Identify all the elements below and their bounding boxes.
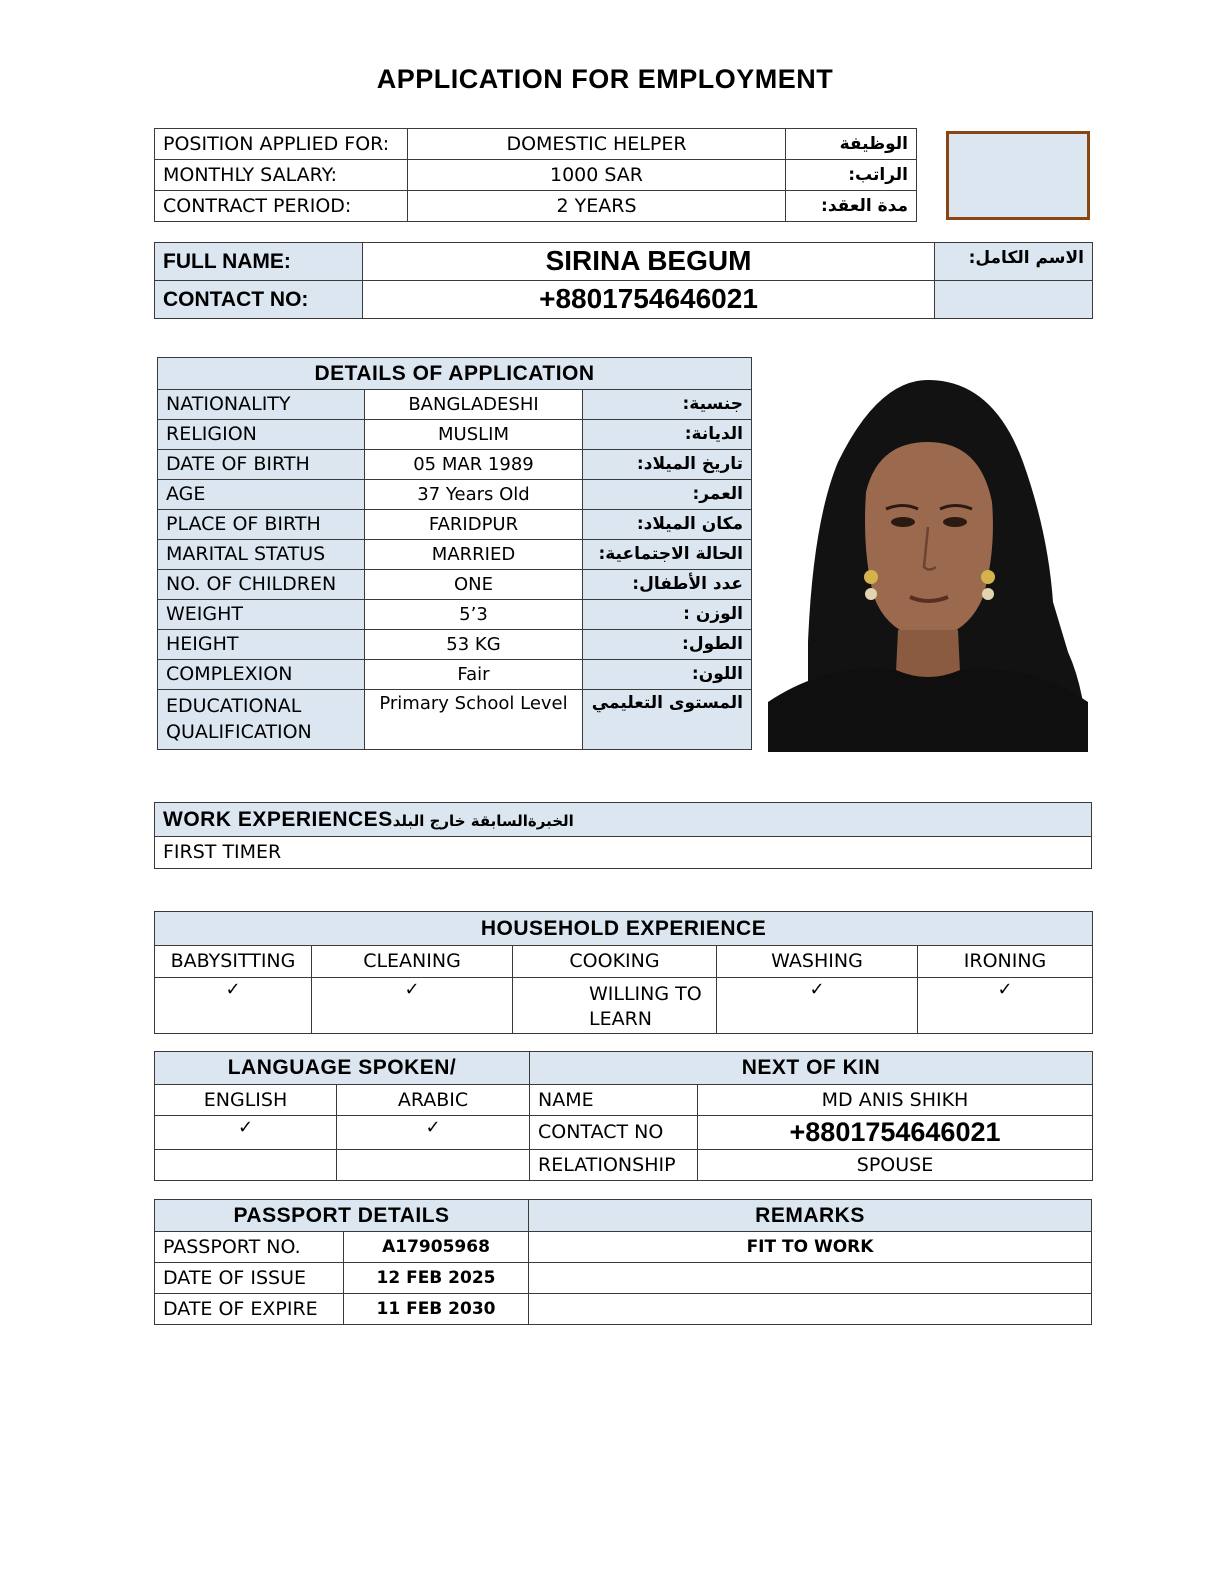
education-label-line1: EDUCATIONAL bbox=[166, 695, 302, 717]
nationality-arabic: جنسية: bbox=[583, 390, 752, 420]
nationality-value: BANGLADESHI bbox=[365, 390, 583, 420]
work-header-arabic: الخبرةالسابقة خارج البلد bbox=[392, 811, 574, 830]
issue-date-value: 12 FEB 2025 bbox=[344, 1263, 529, 1294]
contract-label: CONTRACT PERIOD: bbox=[155, 191, 408, 222]
education-label bbox=[158, 690, 365, 750]
position-value: DOMESTIC HELPER bbox=[408, 129, 786, 160]
position-label: POSITION APPLIED FOR: bbox=[155, 129, 408, 160]
complexion-arabic: اللون: bbox=[583, 660, 752, 690]
education-label-line2: QUALIFICATION bbox=[166, 720, 312, 743]
religion-value: MUSLIM bbox=[365, 420, 583, 450]
salary-arabic: الراتب: bbox=[786, 160, 917, 191]
marital-label: MARITAL STATUS bbox=[158, 540, 365, 570]
ironing-check: ✓ bbox=[918, 978, 1093, 1034]
religion-arabic: الديانة: bbox=[583, 420, 752, 450]
applicant-photo bbox=[768, 372, 1088, 752]
kin-name-label: NAME bbox=[530, 1085, 698, 1116]
education-value: Primary School Level bbox=[365, 690, 583, 750]
washing-check: ✓ bbox=[717, 978, 918, 1034]
household-col-babysitting: BABYSITTING bbox=[155, 946, 312, 978]
full-name-label: FULL NAME: bbox=[155, 243, 363, 281]
photo-placeholder-box bbox=[946, 131, 1090, 220]
kin-relationship-label: RELATIONSHIP bbox=[530, 1150, 698, 1181]
applicant-photo-illustration bbox=[768, 372, 1088, 752]
work-header: WORK EXPERIENCES bbox=[163, 807, 393, 831]
remarks-header: REMARKS bbox=[529, 1200, 1092, 1232]
work-header-cell bbox=[155, 803, 1092, 837]
religion-label: RELIGION bbox=[158, 420, 365, 450]
kin-header: NEXT OF KIN bbox=[530, 1052, 1093, 1085]
household-col-washing: WASHING bbox=[717, 946, 918, 978]
page-title: APPLICATION FOR EMPLOYMENT bbox=[376, 64, 834, 94]
cleaning-check: ✓ bbox=[312, 978, 513, 1034]
complexion-label: COMPLEXION bbox=[158, 660, 365, 690]
age-arabic: العمر: bbox=[583, 480, 752, 510]
passport-remarks-table bbox=[154, 1199, 1092, 1325]
age-label: AGE bbox=[158, 480, 365, 510]
dob-value: 05 MAR 1989 bbox=[365, 450, 583, 480]
education-arabic: المستوى التعليمي bbox=[583, 690, 752, 750]
remarks-empty-1 bbox=[529, 1263, 1092, 1294]
passport-header: PASSPORT DETAILS bbox=[155, 1200, 529, 1232]
household-col-ironing: IRONING bbox=[918, 946, 1093, 978]
kin-relationship-value: SPOUSE bbox=[698, 1150, 1093, 1181]
remarks-value: FIT TO WORK bbox=[529, 1232, 1092, 1263]
language-empty-1 bbox=[155, 1150, 337, 1181]
salary-value: 1000 SAR bbox=[408, 160, 786, 191]
language-kin-table bbox=[154, 1051, 1093, 1181]
children-arabic: عدد الأطفال: bbox=[583, 570, 752, 600]
identity-table bbox=[154, 242, 1093, 319]
language-col-arabic: ARABIC bbox=[337, 1085, 530, 1116]
height-arabic: الطول: bbox=[583, 630, 752, 660]
english-check: ✓ bbox=[155, 1116, 337, 1150]
household-header: HOUSEHOLD EXPERIENCE bbox=[155, 912, 1093, 946]
expire-date-label: DATE OF EXPIRE bbox=[155, 1294, 344, 1325]
children-value: ONE bbox=[365, 570, 583, 600]
pob-label: PLACE OF BIRTH bbox=[158, 510, 365, 540]
language-empty-2 bbox=[337, 1150, 530, 1181]
details-header: DETAILS OF APPLICATION bbox=[158, 358, 752, 390]
dob-arabic: تاريخ الميلاد: bbox=[583, 450, 752, 480]
age-value: 37 Years Old bbox=[365, 480, 583, 510]
contact-arabic-empty bbox=[935, 281, 1093, 319]
pob-arabic: مكان الميلاد: bbox=[583, 510, 752, 540]
details-table bbox=[157, 357, 752, 750]
full-name-value: SIRINA BEGUM bbox=[363, 243, 935, 281]
height-value: 53 KG bbox=[365, 630, 583, 660]
remarks-empty-2 bbox=[529, 1294, 1092, 1325]
salary-label: MONTHLY SALARY: bbox=[155, 160, 408, 191]
work-table bbox=[154, 802, 1092, 869]
pob-value: FARIDPUR bbox=[365, 510, 583, 540]
weight-value: 5’3 bbox=[365, 600, 583, 630]
position-arabic: الوظيفة bbox=[786, 129, 917, 160]
work-value: FIRST TIMER bbox=[155, 837, 1092, 869]
complexion-value: Fair bbox=[365, 660, 583, 690]
kin-contact-value: +8801754646021 bbox=[698, 1116, 1093, 1150]
cooking-value: WILLING TO LEARN bbox=[513, 978, 717, 1034]
contact-label: CONTACT NO: bbox=[155, 281, 363, 319]
contact-value: +8801754646021 bbox=[363, 281, 935, 319]
contract-value: 2 YEARS bbox=[408, 191, 786, 222]
nationality-label: NATIONALITY bbox=[158, 390, 365, 420]
kin-contact-label: CONTACT NO bbox=[530, 1116, 698, 1150]
children-label: NO. OF CHILDREN bbox=[158, 570, 365, 600]
position-table bbox=[154, 128, 917, 222]
arabic-check: ✓ bbox=[337, 1116, 530, 1150]
marital-arabic: الحالة الاجتماعية: bbox=[583, 540, 752, 570]
full-name-arabic: الاسم الكامل: bbox=[935, 243, 1093, 281]
passport-no-value: A17905968 bbox=[344, 1232, 529, 1263]
language-col-english: ENGLISH bbox=[155, 1085, 337, 1116]
issue-date-label: DATE OF ISSUE bbox=[155, 1263, 344, 1294]
household-col-cleaning: CLEANING bbox=[312, 946, 513, 978]
kin-name-value: MD ANIS SHIKH bbox=[698, 1085, 1093, 1116]
height-label: HEIGHT bbox=[158, 630, 365, 660]
passport-no-label: PASSPORT NO. bbox=[155, 1232, 344, 1263]
marital-value: MARRIED bbox=[365, 540, 583, 570]
household-col-cooking: COOKING bbox=[513, 946, 717, 978]
dob-label: DATE OF BIRTH bbox=[158, 450, 365, 480]
language-header: LANGUAGE SPOKEN/ bbox=[155, 1052, 530, 1085]
contract-arabic: مدة العقد: bbox=[786, 191, 917, 222]
weight-arabic: الوزن : bbox=[583, 600, 752, 630]
weight-label: WEIGHT bbox=[158, 600, 365, 630]
household-table bbox=[154, 911, 1093, 1034]
expire-date-value: 11 FEB 2030 bbox=[344, 1294, 529, 1325]
babysitting-check: ✓ bbox=[155, 978, 312, 1034]
